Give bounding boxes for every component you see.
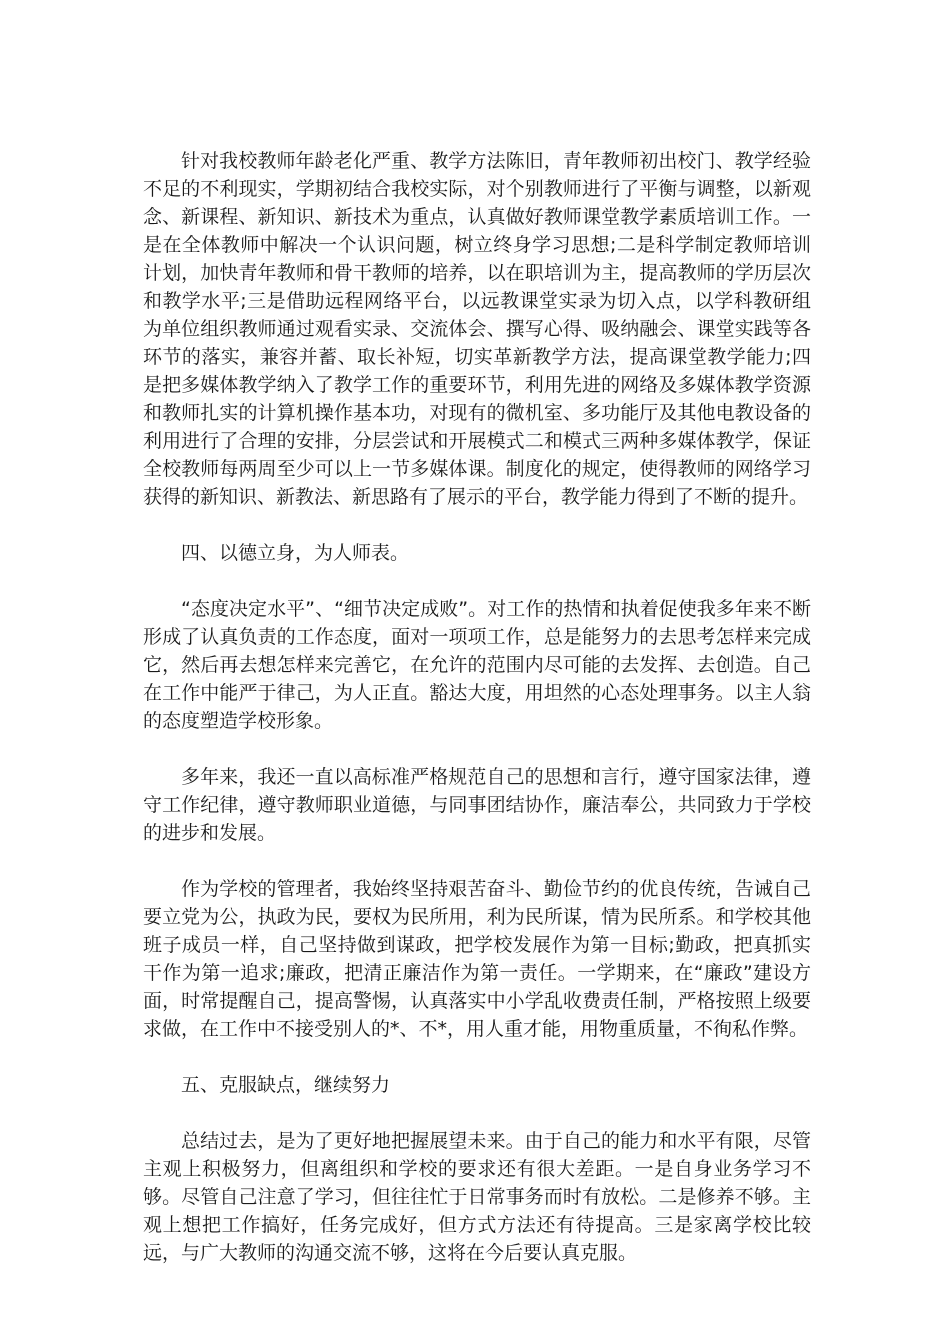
paragraph-management: 作为学校的管理者，我始终坚持艰苦奋斗、勤俭节约的优良传统，告诫自己要立党为公，执政为民，要权为民所用，利为民所谋，情为民所系。和学校其他班子成员一样，自己坚持做到谋政，把学校发展作为第一目标;勤政，把真抓实干作为第一追求;廉政，把清正廉洁作为第一责任。一学期来，在“廉政”建设方面，时常提醒自己，提高警惕，认真落实中小学乱收费责任制，严格按照上级要求做，在工作中不接受别人的*、不*，用人重才能，用物重质量，不徇私作弊。 — [143, 878, 811, 1040]
document-body — [143, 147, 811, 1295]
paragraph-attitude: “态度决定水平”、“细节决定成败”。对工作的热情和执着促使我多年来不断形成了认真负责的工作态度，面对一项项工作，总是能努力的去思考怎样来完成它，然后再去想怎样来完善它，在允许的范围内尽可能的去发挥、去创造。自己在工作中能严于律己，为人正直。豁达大度，用坦然的心态处理事务。以主人翁的态度塑造学校形象。 — [143, 598, 811, 732]
paragraph-teacher-training: 针对我校教师年龄老化严重、教学方法陈旧，青年教师初出校门、教学经验不足的不利现实，学期初结合我校实际，对个别教师进行了平衡与调整，以新观念、新课程、新知识、新技术为重点，认真做好教师课堂教学素质培训工作。一是在全体教师中解决一个认识问题，树立终身学习思想;二是科学制定教师培训计划，加快青年教师和骨干教师的培养，以在职培训为主，提高教师的学历层次和教学水平;三是借助远程网络平台，以远教课堂实录为切入点，以学科教研组为单位组织教师通过观看实录、交流体会、撰写心得、吸纳融会、课堂实践等各环节的落实，兼容并蓄、取长补短，切实革新教学方法，提高课堂教学能力;四是把多媒体教学纳入了教学工作的重要环节，利用先进的网络及多媒体教学资源和教师扎实的计算机操作基本功，对现有的微机室、多功能厅及其他电教设备的利用进行了合理的安排，分层尝试和开展模式二和模式三两种多媒体教学，保证全校教师每两周至少可以上一节多媒体课。制度化的规定，使得教师的网络学习获得的新知识、新教法、新思路有了展示的平台，教学能力得到了不断的提升。 — [143, 150, 811, 508]
paragraph-shortcomings: 总结过去，是为了更好地把握展望未来。由于自己的能力和水平有限，尽管主观上积极努力，但离组织和学校的要求还有很大差距。一是自身业务学习不够。尽管自己注意了学习，但往往忙于日常事务而时有放松。二是修养不够。主观上想把工作搞好，任务完成好，但方式方法还有待提高。三是家离学校比较远，与广大教师的沟通交流不够，这将在今后要认真克服。 — [143, 1130, 811, 1264]
section-heading-four: 四、以德立身，为人师表。 — [181, 542, 410, 564]
paragraph-conduct: 多年来，我还一直以高标准严格规范自己的思想和言行，遵守国家法律，遵守工作纪律，遵守教师职业道德，与同事团结协作，廉洁奉公，共同致力于学校的进步和发展。 — [143, 766, 811, 844]
section-heading-five: 五、克服缺点，继续努力 — [181, 1074, 391, 1096]
